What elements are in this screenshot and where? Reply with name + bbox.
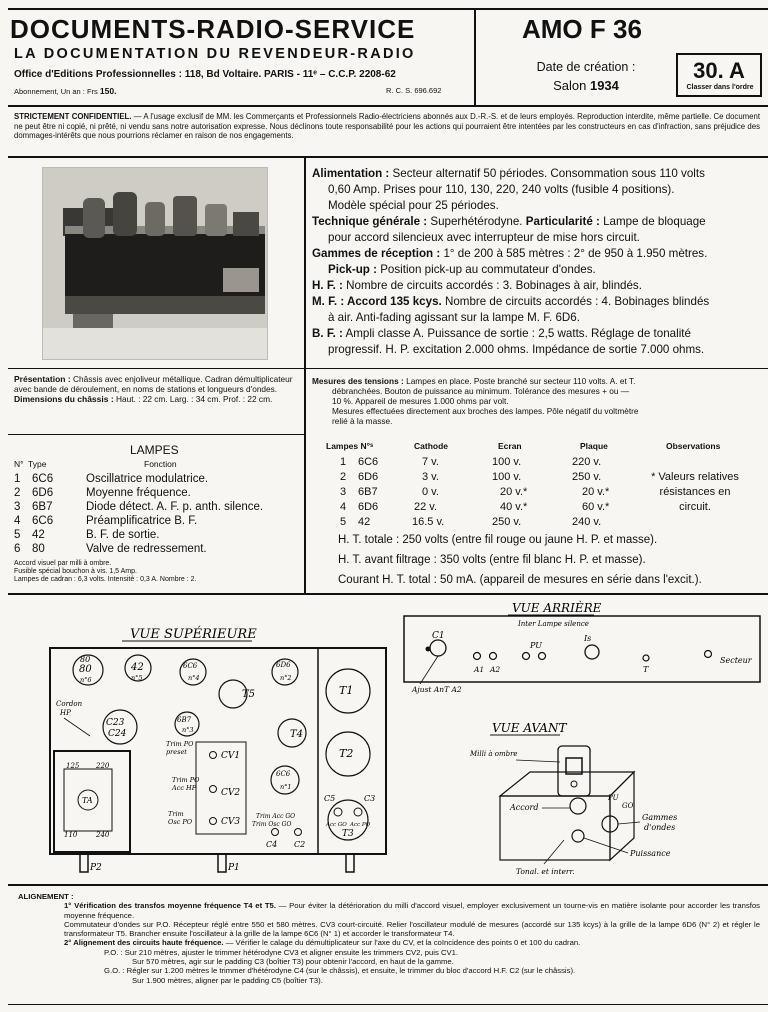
mesure-cathode: 3 v. xyxy=(422,471,439,483)
label-240: 240 xyxy=(96,831,110,839)
lampe-type: 6C6 xyxy=(32,515,54,527)
padding-c5 xyxy=(334,808,342,816)
label-c1: C1 xyxy=(432,631,445,641)
mesures-label: Mesures des tensions : xyxy=(312,376,404,386)
accord-knob xyxy=(570,798,586,814)
obs-line: * Valeurs relatives xyxy=(651,471,739,483)
label-c3: C3 xyxy=(364,794,376,803)
cabinet-side xyxy=(610,772,634,860)
label-trim-acc: Trim PO xyxy=(172,776,200,784)
puissance-line xyxy=(584,838,628,853)
hf-label: H. F. : xyxy=(312,279,343,292)
label-tube-80: 80 xyxy=(79,664,92,675)
mesure-type: 42 xyxy=(358,516,371,528)
col-observations: Observations xyxy=(666,441,721,451)
label-preset: preset xyxy=(166,748,187,756)
label-is: Is xyxy=(584,634,592,643)
ht-totale: H. T. totale : 250 volts (entre fil rouge ou jaune H. P. et masse). xyxy=(338,534,658,546)
alignment-title: ALIGNEMENT : xyxy=(18,892,74,901)
cv1-screw xyxy=(210,752,217,759)
label-trim-osc-go: Trim Osc GO xyxy=(252,821,292,828)
label-ta: TA xyxy=(82,796,93,805)
lampes-note: Accord visuel par milli à ombre. xyxy=(14,560,112,567)
mesure-type: 6B7 xyxy=(358,486,378,498)
label-a1: A1 xyxy=(474,665,485,674)
align-po-2: Sur 570 mètres, agir sur le padding C3 (boîtier T3) pour obtenir l'accord, en haut de la gamme. xyxy=(132,957,454,967)
label-125: 125 xyxy=(66,762,80,770)
date-label: Date de création : xyxy=(536,60,636,74)
lampe-fonction: Diode détect. A. F. p. anth. silence. xyxy=(86,501,264,513)
label-t4: T4 xyxy=(290,729,304,740)
publication-title: DOCUMENTS-RADIO-SERVICE xyxy=(10,14,416,44)
label-a2: A2 xyxy=(490,665,501,674)
mf-text-2: à air. Anti-fading agissant sur la lampe M. F. 6D6. xyxy=(328,311,580,324)
mesure-plaque: 60 v.* xyxy=(582,501,610,513)
mesures-text-1: Lampes en place. Poste branché sur secteur 110 volts. A. et T. xyxy=(406,376,636,386)
tech-text: Superhétérodyne. xyxy=(430,215,523,228)
rule-top xyxy=(8,8,768,10)
rule-diagram-bottom xyxy=(8,884,768,886)
label-acc-go: Acc GO xyxy=(326,822,347,828)
label-accord: Accord xyxy=(510,803,539,812)
presentation-block xyxy=(14,374,300,404)
col-ecran: Ecran xyxy=(498,441,522,451)
vue-superieure-title: VUE SUPÉRIEURE xyxy=(130,627,257,642)
vue-arriere-title: VUE ARRIÈRE xyxy=(512,601,602,615)
label-inter: Inter Lampe silence xyxy=(518,620,589,628)
label-cv2: CV2 xyxy=(221,788,241,798)
pin-p2 xyxy=(80,854,88,872)
part-label: Particularité : xyxy=(525,215,600,228)
label-trim-po-preset: Trim PO xyxy=(166,740,194,748)
ht-avant-filtrage: H. T. avant filtrage : 350 volts (entre fil blanc H. P. et masse). xyxy=(338,554,646,566)
label-n5: n°5 xyxy=(131,674,143,682)
align-s2-text: — Vérifier le calage du démultiplicateur sur l'axe du CV, et la coïncidence des points 0 et 100 du cadran. xyxy=(225,938,581,948)
mesure-plaque: 240 v. xyxy=(572,516,602,528)
lampe-fonction: Valve de redressement. xyxy=(86,543,207,555)
vue-arriere-diagram xyxy=(398,596,768,704)
alim-label: Alimentation : xyxy=(312,167,390,180)
label-ondes: d'ondes xyxy=(644,823,676,832)
classer-note: Classer dans l'ordre xyxy=(686,84,754,91)
label-t5: T5 xyxy=(242,689,256,700)
align-po-1: P.O. : Sur 210 mètres, ajuster le trimmer hétérodyne CV3 et aligner ensuite les trimmers CV2, puis CV1. xyxy=(104,947,459,957)
label-c23: C23 xyxy=(106,718,125,728)
mf-label: M. F. : Accord 135 kcys. xyxy=(312,295,442,308)
model-name: AMO F 36 xyxy=(522,14,642,44)
lampe-type: 42 xyxy=(32,529,45,541)
pin-p1 xyxy=(218,854,226,872)
lampe-type: 6D6 xyxy=(32,487,54,499)
tech-label: Technique générale : xyxy=(312,215,428,228)
lampe-no: 1 xyxy=(14,473,21,485)
mesure-cathode: 0 v. xyxy=(422,486,439,498)
mesure-type: 6D6 xyxy=(358,471,379,483)
label-tube-6c6: 6C6 xyxy=(183,662,198,670)
align-go-1: G.O. : Régler sur 1.200 mètres le trimmer d'hétérodyne C4 (sur le châssis), et ensuite, le trimmer du bloc d'accord H.F. C2 (sur le châssis). xyxy=(104,966,576,976)
mesure-no: 2 xyxy=(340,471,347,483)
align-s1-text: — Pour éviter la détérioration du milli d'accord visuel, employer exclusivement un tourne-vis en matière isolante pour accorder les transfos moyenne fréquence. xyxy=(64,901,761,920)
padding-c3 xyxy=(354,808,362,816)
label-c24: C24 xyxy=(108,729,127,739)
label-c4: C4 xyxy=(266,840,278,849)
label-80: 80 xyxy=(80,655,91,664)
label-c2: C2 xyxy=(294,840,306,849)
lampe-type: 6B7 xyxy=(32,501,53,513)
lampes-col-no: N° xyxy=(14,459,24,469)
lampe-no: 4 xyxy=(14,515,21,527)
rule-upper-bottom xyxy=(8,593,768,595)
label-n4: n°4 xyxy=(188,674,200,682)
vue-avant-diagram xyxy=(460,716,760,884)
obs-line: circuit. xyxy=(679,501,711,513)
mf-text: Nombre de circuits accordés : 4. Bobinages blindés xyxy=(444,295,710,308)
rule-pres-bottom xyxy=(8,434,304,435)
mesure-no: 5 xyxy=(340,516,347,528)
col-lampes: Lampes N°ˢ xyxy=(326,441,374,451)
mesure-cathode: 7 v. xyxy=(422,456,439,468)
puissance-knob xyxy=(572,830,584,842)
label-go: GO xyxy=(622,802,634,810)
label-milli: Milli à ombre xyxy=(470,750,518,758)
label-tube-6b7: 6B7 xyxy=(177,716,192,724)
confidential-notice xyxy=(14,112,760,141)
label-p1: P1 xyxy=(228,863,240,873)
publication-subtitle: LA DOCUMENTATION DU REVENDEUR-RADIO xyxy=(14,46,416,62)
lampe-no: 2 xyxy=(14,487,21,499)
subscription xyxy=(14,86,116,96)
socket-a2 xyxy=(490,653,497,660)
mesure-ecran: 100 v. xyxy=(492,471,522,483)
pickup-label: Pick-up : xyxy=(328,263,377,276)
confidential-text: — A l'usage exclusif de MM. les Commerçants et Professionnels Radio-électriciens abonnés aux D.-R.-S. et de leurs employés. Reproduction interdite, même partielle. Ce document ne peut être ni copié, ni prêté, ni vendu sans notre autorisation expresse. Nous déclinons toute responsabilité pour les actions qui pourraient être intentées par les constructeurs en cas d'infraction, sans préjudice des dommages-intérêts que nous pourrions réclamer en raison de nos engagements. xyxy=(14,112,761,141)
dimensions-label: Dimensions du châssis : xyxy=(14,394,114,404)
gammes-line xyxy=(618,822,640,824)
label-tonal: Tonal. et interr. xyxy=(516,867,575,876)
rule-header-bottom xyxy=(8,105,768,107)
label-t3: T3 xyxy=(342,829,354,839)
align-s1-text-2: Commutateur d'ondes sur P.O. Récepteur réglé entre 550 et 580 mètres. CV3 court-circuité. Relier l'oscillateur modulé de mesures (accordé sur 135 kcys) à la grille de la lampe 6D6 (N° 2) et régler le transformateur T5. Brancher ensuite l'oscillateur à la grille de la lampe 6C6 (N° 1) et accorder le transformateur T4. xyxy=(64,919,760,939)
col-plaque: Plaque xyxy=(580,441,608,451)
c1-dot xyxy=(426,647,431,652)
ht-courant: Courant H. T. total : 50 mA. (appareil de mesures en série dans l'excit.). xyxy=(338,574,702,586)
label-cordon: Cordon xyxy=(56,700,83,708)
salon-label: Salon xyxy=(553,78,587,93)
mesure-plaque: 250 v. xyxy=(572,471,602,483)
label-trim-acc-go: Trim Acc GO xyxy=(256,813,296,820)
chassis-photo-image xyxy=(43,168,268,360)
label-ajust: Ajust AnT A2 xyxy=(412,685,462,694)
vue-avant-title: VUE AVANT xyxy=(492,721,567,735)
label-acc-po: Acc PO xyxy=(350,822,371,828)
rule-header-split xyxy=(474,8,476,106)
lampe-fonction: Oscillatrice modulatrice. xyxy=(86,473,209,485)
c4-screw xyxy=(272,829,279,836)
lampes-note: Lampes de cadran : 6,3 volts. Intensité : 0,3 A. Nombre : 2. xyxy=(14,576,197,584)
mesure-ecran: 20 v.* xyxy=(500,486,528,498)
mesures-block xyxy=(312,376,764,426)
trimmer-c1 xyxy=(430,640,446,656)
label-220: 220 xyxy=(96,762,110,770)
mesure-type: 6D6 xyxy=(358,501,379,513)
mesure-no: 4 xyxy=(340,501,347,513)
obs-line: résistances en xyxy=(659,486,731,498)
mesure-ecran: 40 v.* xyxy=(500,501,528,513)
alignment-block xyxy=(18,892,760,985)
socket-a1 xyxy=(474,653,481,660)
rule-mid-split xyxy=(304,157,306,593)
mesure-cathode: 22 v. xyxy=(414,501,438,513)
label-n1: n°1 xyxy=(280,783,292,791)
mesure-cathode: 16.5 v. xyxy=(412,516,445,528)
mesures-text-2: débranchées. Bouton de puissance au minimum. Tolérance des mesures + ou — xyxy=(332,386,630,396)
specifications xyxy=(312,166,764,358)
lampe-type: 80 xyxy=(32,543,45,555)
mesure-plaque: 220 v. xyxy=(572,456,602,468)
mesures-text-4: Mesures effectuées directement aux broches des lampes. Pôle négatif du voltmètre xyxy=(332,406,639,416)
salon-year: 1934 xyxy=(589,78,619,93)
gammes-text: 1° de 200 à 585 mètres : 2° de 950 à 1.950 mètres. xyxy=(443,247,708,260)
lampe-no: 6 xyxy=(14,543,21,555)
dimensions-text: Haut. : 22 cm. Larg. : 34 cm. Prof. : 22 cm. xyxy=(115,394,273,404)
bf-text-2: progressif. H. P. excitation 2.000 ohms. Impédance de sortie 7.000 ohms. xyxy=(328,343,705,356)
label-tube-42: 42 xyxy=(131,662,144,673)
mesure-ecran: 100 v. xyxy=(492,456,522,468)
part-text: Lampe de bloquage xyxy=(603,215,706,228)
label-gammes: Gammes xyxy=(642,813,678,822)
label-osc-po: Osc PO xyxy=(168,818,193,826)
presentation-text: Châssis avec enjoliveur métallique. Cadran démultiplicateur avec bande de déroulement, en noms de stations et longueurs d'ondes. xyxy=(14,374,293,394)
label-c5: C5 xyxy=(324,794,336,803)
alim-text-3: Modèle spécial pour 25 périodes. xyxy=(328,199,499,212)
label-n3: n°3 xyxy=(182,726,194,734)
mesure-no: 1 xyxy=(340,456,347,468)
label-cv3: CV3 xyxy=(221,817,241,827)
salon-date xyxy=(519,78,653,93)
alim-text-2: 0,60 Amp. Prises pour 110, 130, 220, 240 volts (fusible 4 positions). xyxy=(328,183,675,196)
label-acc-hf: Acc HF xyxy=(172,784,197,792)
label-cv1: CV1 xyxy=(221,751,241,761)
col-cathode: Cathode xyxy=(414,441,448,451)
lampes-title: LAMPES xyxy=(130,443,179,457)
align-go-2: Sur 1.900 mètres, aligner par le padding C5 (boîtier T3). xyxy=(132,975,323,985)
label-tube-6c6-1: 6C6 xyxy=(276,770,291,778)
label-puissance: Puissance xyxy=(630,849,671,858)
label-pu: PU xyxy=(530,641,542,650)
cordon-line xyxy=(64,718,90,736)
mains-cord xyxy=(705,651,712,658)
milli-line xyxy=(516,760,560,762)
bf-text: Ampli classe A. Puissance de sortie : 2,5 watts. Réglage de tonalité xyxy=(345,327,691,340)
label-tube-6d6: 6D6 xyxy=(276,661,291,669)
mesures-text-3: 10 %. Appareil de mesures 1.000 ohms par volt. xyxy=(332,396,509,406)
label-110: 110 xyxy=(64,831,78,839)
label-n2: n°2 xyxy=(280,674,292,682)
lampe-type: 6C6 xyxy=(32,473,54,485)
label-hp: HP xyxy=(60,709,71,717)
mesure-type: 6C6 xyxy=(358,456,379,468)
label-p2: P2 xyxy=(90,863,102,873)
label-pu: PU xyxy=(608,794,619,802)
lampe-no: 5 xyxy=(14,529,21,541)
socket-pu-2 xyxy=(539,653,546,660)
alim-text: Secteur alternatif 50 périodes. Consommation sous 110 volts xyxy=(392,167,705,180)
label-n6: n°6 xyxy=(80,676,92,684)
lampe-fonction: Préamplificatrice B. F. xyxy=(86,515,198,527)
align-s1-label: 1° Vérification des transfos moyenne fréquence T4 et T5. xyxy=(64,901,276,911)
cv2-screw xyxy=(210,786,217,793)
label-t2: T2 xyxy=(339,747,354,760)
lampe-fonction: Moyenne fréquence. xyxy=(86,487,191,499)
mesure-no: 3 xyxy=(340,486,347,498)
align-s2-label: 2° Alignement des circuits haute fréquence. xyxy=(64,938,224,948)
bf-label: B. F. : xyxy=(312,327,343,340)
hf-text: Nombre de circuits accordés : 3. Bobinages à air, blindés. xyxy=(346,279,642,292)
ajust-line xyxy=(420,656,438,684)
subscription-label: Abonnement, Un an : Frs xyxy=(14,87,98,96)
subscription-price: 150. xyxy=(99,86,117,96)
rule-photo-bottom xyxy=(8,368,304,369)
gammes-label: Gammes de réception : xyxy=(312,247,441,260)
lampes-notes xyxy=(14,560,197,585)
lampes-col-type: Type xyxy=(28,459,47,469)
rule-bottom xyxy=(8,1004,768,1005)
pin-p3 xyxy=(346,854,354,872)
mesure-ecran: 250 v. xyxy=(492,516,522,528)
label-trim-osc: Trim xyxy=(168,810,184,818)
label-secteur: Secteur xyxy=(720,656,752,665)
lampes-col-fonction: Fonction xyxy=(144,459,177,469)
label-t1: T1 xyxy=(339,684,354,697)
reference-number: 30. A xyxy=(693,58,745,83)
mesures-text-5: relié à la masse. xyxy=(332,416,393,426)
vue-superieure-diagram xyxy=(0,596,400,884)
confidential-lead: STRICTEMENT CONFIDENTIEL. xyxy=(14,112,132,121)
dial-indicator xyxy=(571,781,577,787)
pickup-text: Position pick-up au commutateur d'ondes. xyxy=(380,263,596,276)
rcs-number: R. C. S. 696.692 xyxy=(386,86,442,95)
part-text-2: pour accord silencieux avec interrupteur de mise hors circuit. xyxy=(328,231,640,244)
cv3-screw xyxy=(210,818,217,825)
chassis-photo xyxy=(42,167,268,360)
lampes-note: Fusible spécial bouchon à vis. 1,5 Amp. xyxy=(14,568,137,576)
mesure-plaque: 20 v.* xyxy=(582,486,610,498)
lampe-no: 3 xyxy=(14,501,21,513)
c2-screw xyxy=(295,829,302,836)
label-t: T xyxy=(643,665,649,674)
presentation-label: Présentation : xyxy=(14,374,71,384)
rule-confid-bottom xyxy=(8,156,768,158)
switch-is xyxy=(585,645,599,659)
rule-spec-bottom xyxy=(304,368,768,369)
socket-t xyxy=(643,655,649,661)
socket-pu-1 xyxy=(523,653,530,660)
dial-window xyxy=(558,746,590,796)
office-address: Office d'Editions Professionnelles : 118, Bd Voltaire. PARIS - 11ᵉ – C.C.P. 2208-62 xyxy=(14,69,396,80)
lampe-fonction: B. F. de sortie. xyxy=(86,529,160,541)
